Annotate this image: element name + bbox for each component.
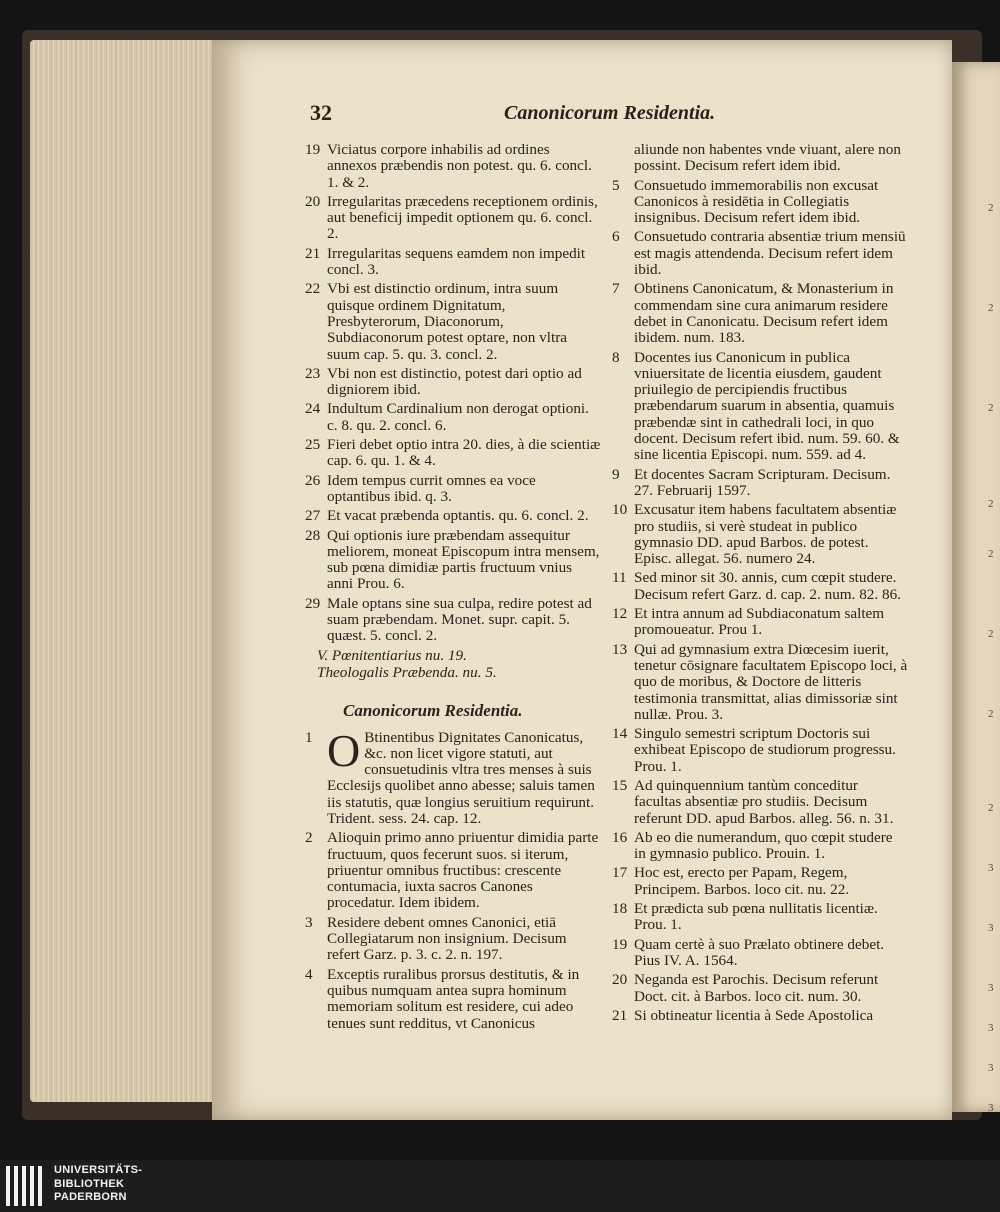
entry-number: 22 bbox=[305, 280, 321, 298]
paragraph-text: Et prædicta sub pœna nullitatis licentiæ. Prou. 1. bbox=[634, 900, 878, 934]
entry-text: Vbi est distinctio ordinum, intra suum quisque ordinem Dignitatum, Presbyterorum, Diaconorum, Subdiaconorum potest optare, non vltra suum cap. 5. qu. 3. concl. 2. bbox=[327, 280, 567, 363]
paragraph-number: 2 bbox=[305, 829, 313, 847]
entry-text: Irregularitas sequens eamdem non impedit concl. 3. bbox=[327, 244, 586, 279]
margin-mark: 2 bbox=[988, 802, 994, 814]
paragraph-text: Ad quinquennium tantùm conceditur facultas absentiæ pro studiis. Decisum referunt DD. apud Barbos. alleg. 56. n. 31. bbox=[634, 776, 894, 827]
running-header bbox=[310, 100, 830, 130]
margin-mark: 2 bbox=[988, 708, 994, 720]
paragraph-number: 5 bbox=[612, 176, 620, 194]
index-entry bbox=[305, 528, 601, 593]
library-name-line: UNIVERSITÄTS- bbox=[54, 1164, 143, 1176]
paragraph bbox=[612, 778, 908, 827]
entry-text: Et vacat præbenda optantis. qu. 6. concl. 2. bbox=[327, 507, 589, 525]
paragraph-number: 12 bbox=[612, 605, 628, 623]
paragraph bbox=[612, 281, 908, 346]
paragraph bbox=[612, 502, 908, 567]
paragraph-text: Alioquin primo anno priuentur dimidia parte fructuum, quos fecerunt suos. si iterum, priuentur omnibus fructibus: crescente contumacia, iuxta sacros Canones procedatur. Idem ibidem. bbox=[327, 829, 599, 912]
cross-reference: V. Pœnitentiarius nu. 19. bbox=[317, 646, 467, 664]
library-footer bbox=[0, 1160, 1000, 1212]
entry-number: 26 bbox=[305, 471, 321, 489]
entry-text: Qui optionis iure præbendam assequitur meliorem, moneat Episcopum intra mensem, sub pœna dimidiæ partis fructuum vnius anni Prou. 6. bbox=[327, 526, 600, 593]
paragraph-text: Et intra annum ad Subdiaconatum saltem promoueatur. Prou 1. bbox=[634, 605, 885, 639]
paragraph-text: Residere debent omnes Canonici, etiā Collegiatarum non insignium. Decisum refert Garz. p. 3. c. 2. n. 197. bbox=[327, 913, 567, 964]
page-number: 32 bbox=[310, 100, 332, 125]
paragraph bbox=[612, 642, 908, 723]
index-entry bbox=[305, 142, 601, 191]
paragraph-number: 18 bbox=[612, 900, 628, 918]
library-name bbox=[54, 1164, 142, 1205]
entry-text: Indultum Cardinalium non derogat optioni. c. 8. qu. 2. concl. 6. bbox=[327, 400, 589, 434]
paragraph-number: 21 bbox=[612, 1006, 628, 1024]
margin-mark: 2 bbox=[988, 402, 994, 414]
paragraph-text: Singulo semestri scriptum Doctoris sui exhibeat Episcopo de studiorum progressu. Prou. 1. bbox=[634, 725, 896, 775]
paragraph-number: 19 bbox=[612, 935, 628, 953]
margin-mark: 3 bbox=[988, 1062, 994, 1074]
paragraph-number: 7 bbox=[612, 280, 620, 298]
margin-mark: 3 bbox=[988, 1102, 994, 1114]
entry-number: 29 bbox=[305, 594, 321, 612]
paragraph-text: Neganda est Parochis. Decisum referunt Doct. cit. à Barbos. loco cit. num. 30. bbox=[634, 971, 879, 1005]
paragraph-text: Exceptis ruralibus prorsus destitutis, & in quibus numquam antea supra hominum memoriam solitum est residere, cui adeo tenues sunt redditus, vt Canonicus bbox=[327, 965, 580, 1032]
margin-mark: 2 bbox=[988, 498, 994, 510]
paragraph-text: Docentes ius Canonicum in publica vniuersitate de licentia eiusdem, gaudent priuilegio de percipiendis fructibus præbendarum suarum in absentia, quamuis præbendæ sint in cathedrali loci, in quo docent. Decisum refert ibid. num. 59. 60. & sine licentia Episcopi. num. 559. ad 4. bbox=[634, 348, 900, 464]
paragraph-text: Btinentibus Dignitates Canonicatus, &c. non licet vigore statuti, aut consuetudinis vltra tres menses à suis Ecclesijs quolibet anno abesse; saluis tamen iis statutis, quæ longius seruitium requirunt. Trident. sess. 24. cap. 12. bbox=[327, 728, 595, 827]
paragraph bbox=[305, 830, 601, 911]
library-name-line: PADERBORN bbox=[54, 1191, 127, 1203]
paragraph-number: 11 bbox=[612, 569, 627, 587]
paragraph-number: 17 bbox=[612, 864, 628, 882]
right-column bbox=[612, 142, 908, 1027]
margin-mark: 2 bbox=[988, 202, 994, 214]
margin-mark: 2 bbox=[988, 548, 994, 560]
margin-mark: 3 bbox=[988, 862, 994, 874]
paragraph bbox=[612, 726, 908, 775]
paragraph-number: 4 bbox=[305, 965, 313, 983]
paragraph-text: aliunde non habentes vnde viuant, alere non possint. Decisum refert idem ibid. bbox=[634, 141, 901, 175]
index-entry bbox=[305, 473, 601, 506]
drop-capital: O bbox=[327, 724, 361, 776]
margin-mark: 2 bbox=[988, 302, 994, 314]
paragraph-text: Ab eo die numerandum, quo cœpit studere in gymnasio publico. Prouin. 1. bbox=[634, 828, 893, 863]
entry-text: Irregularitas præcedens receptionem ordinis, aut beneficij impedit optionem qu. 6. concl. 2. bbox=[327, 192, 598, 243]
paragraph-number: 1 bbox=[305, 728, 313, 746]
paragraph bbox=[612, 570, 908, 603]
index-entry bbox=[305, 401, 601, 434]
margin-mark: 2 bbox=[988, 628, 994, 640]
facing-page-edge bbox=[952, 62, 1000, 1112]
left-column bbox=[305, 142, 601, 1035]
paragraph bbox=[612, 606, 908, 639]
cross-reference: Theologalis Præbenda. nu. 5. bbox=[317, 663, 497, 681]
index-entry bbox=[305, 246, 601, 279]
entry-number: 20 bbox=[305, 192, 321, 210]
entry-text: Idem tempus currit omnes ea voce optantibus ibid. q. 3. bbox=[327, 471, 536, 505]
paragraph-text: Qui ad gymnasium extra Diœcesim iuerit, tenetur cōsignare facultatem Episcopo loci, à quo de moribus, & Doctore de litteris testimonia transmittat, alias dimissoriæ sint nullæ. Prou. 3. bbox=[634, 640, 908, 723]
paragraph bbox=[305, 915, 601, 964]
section-heading: Canonicorum Residentia. bbox=[343, 701, 523, 721]
paragraph bbox=[612, 467, 908, 500]
library-logo-icon bbox=[6, 1166, 46, 1206]
paragraph-number: 8 bbox=[612, 348, 620, 366]
paragraph-text: Consuetudo immemorabilis non excusat Canonicos à residētia in Collegiatis insignibus. Decisum refert idem ibid. bbox=[634, 176, 879, 227]
entry-number: 19 bbox=[305, 141, 321, 158]
paragraph-number: 14 bbox=[612, 725, 628, 743]
paragraph bbox=[612, 178, 908, 227]
running-title: Canonicorum Residentia. bbox=[504, 102, 716, 124]
paragraph-number: 16 bbox=[612, 828, 628, 846]
continuation-text bbox=[612, 142, 908, 175]
index-entry bbox=[305, 596, 601, 645]
entry-number: 21 bbox=[305, 244, 321, 262]
entry-number: 25 bbox=[305, 436, 321, 454]
index-entry bbox=[305, 366, 601, 399]
margin-mark: 3 bbox=[988, 922, 994, 934]
paragraph-number: 3 bbox=[305, 913, 313, 931]
index-entry bbox=[305, 508, 601, 524]
paragraph-text: Hoc est, erecto per Papam, Regem, Principem. Barbos. loco cit. nu. 22. bbox=[634, 864, 850, 898]
index-entry bbox=[305, 194, 601, 243]
paragraph bbox=[612, 937, 908, 970]
paragraph-text: Consuetudo contraria absentiæ trium mensiū est magis attendenda. Decisum refert idem ibid. bbox=[634, 228, 906, 279]
paragraph-number: 13 bbox=[612, 640, 628, 658]
entry-text: Viciatus corpore inhabilis ad ordines annexos præbendis non potest. qu. 6. concl. 1. & 2. bbox=[327, 141, 592, 191]
paragraph bbox=[612, 830, 908, 863]
paragraph bbox=[612, 350, 908, 464]
entry-number: 24 bbox=[305, 400, 321, 418]
margin-mark: 3 bbox=[988, 982, 994, 994]
entry-text: Male optans sine sua culpa, redire potest ad suam præbendam. Monet. supr. capit. 5. quæst. 5. concl. 2. bbox=[327, 594, 592, 645]
paragraph-text: Quam certè à suo Prælato obtinere debet. Pius IV. A. 1564. bbox=[634, 935, 885, 969]
page-edges bbox=[30, 40, 216, 1102]
paragraph bbox=[612, 901, 908, 934]
paragraph bbox=[612, 865, 908, 898]
paragraph-text: Sed minor sit 30. annis, cum cœpit studere. Decisum refert Garz. d. cap. 2. num. 82. 86. bbox=[634, 569, 901, 603]
paragraph bbox=[305, 967, 601, 1032]
paragraph-text: Si obtineatur licentia à Sede Apostolica bbox=[634, 1006, 874, 1024]
library-name-line: BIBLIOTHEK bbox=[54, 1177, 125, 1190]
paragraph-number: 9 bbox=[612, 465, 620, 483]
entry-number: 23 bbox=[305, 364, 321, 382]
paragraph bbox=[305, 724, 601, 828]
paragraph bbox=[612, 229, 908, 278]
entry-number: 28 bbox=[305, 526, 321, 544]
paragraph-number: 10 bbox=[612, 501, 628, 519]
entry-text: Vbi non est distinctio, potest dari optio ad digniorem ibid. bbox=[327, 364, 582, 399]
paragraph-text: Obtinens Canonicatum, & Monasterium in commendam sine cura animarum residere debet in Canonicatu. Decisum refert idem ibidem. num. 183. bbox=[634, 280, 894, 347]
paragraph bbox=[612, 1008, 908, 1024]
paragraph-number: 6 bbox=[612, 228, 620, 246]
paragraph-number: 15 bbox=[612, 776, 628, 794]
paragraph-text: Excusatur item habens facultatem absentiæ pro studiis, si verè studeat in publico gymnasio DD. apud Barbos. de potest. Episc. allegat. 56. numero 24. bbox=[634, 501, 897, 568]
entry-number: 27 bbox=[305, 507, 321, 525]
index-entry bbox=[305, 437, 601, 470]
paragraph-number: 20 bbox=[612, 971, 628, 989]
paragraph bbox=[612, 972, 908, 1005]
paragraph-text: Et docentes Sacram Scripturam. Decisum. 27. Februarij 1597. bbox=[634, 465, 891, 499]
entry-text: Fieri debet optio intra 20. dies, à die scientiæ cap. 6. qu. 1. & 4. bbox=[327, 436, 601, 470]
index-entry bbox=[305, 281, 601, 362]
margin-mark: 3 bbox=[988, 1022, 994, 1034]
